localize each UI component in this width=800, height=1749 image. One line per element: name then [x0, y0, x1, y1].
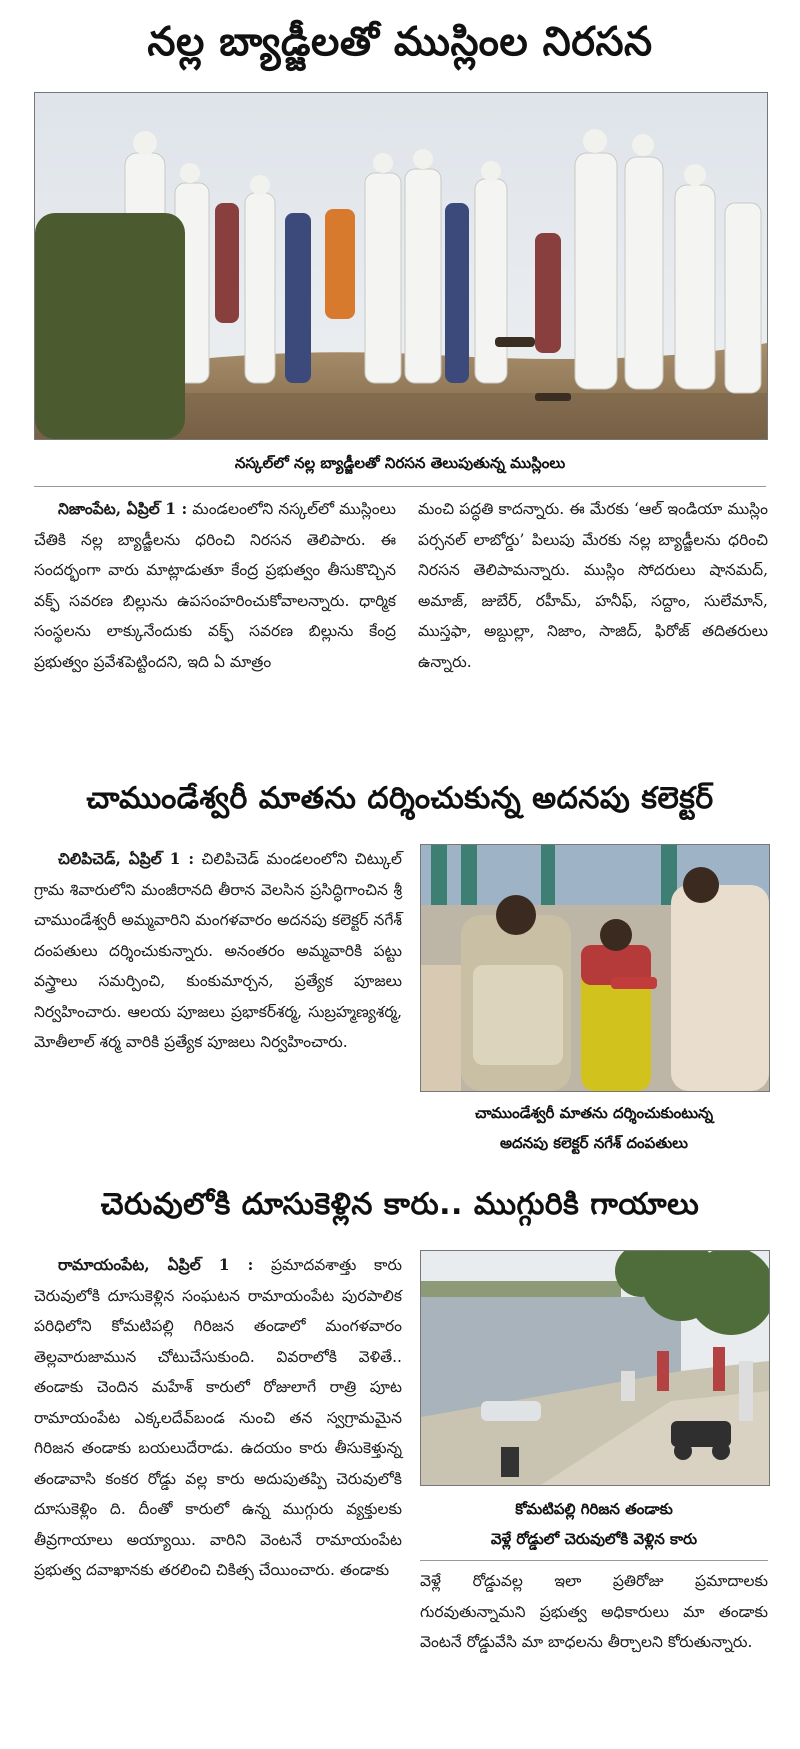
photo-caption-temple [420, 1098, 768, 1158]
divider [34, 486, 766, 487]
dateline: నిజాంపేట, ఏప్రిల్ 1 : [58, 499, 188, 518]
dateline: రామాయంపేట, ఏప్రిల్ 1 : [58, 1255, 254, 1274]
story1-column-2 [418, 494, 768, 677]
story2-column [34, 844, 402, 1058]
story3-column-2 [420, 1566, 768, 1658]
headline-car-accident: చెరువులోకి దూసుకెళ్లిన కారు.. ముగ్గురికి గాయాలు [100, 1187, 700, 1222]
dateline: చిలిపిచెడ్, ఏప్రిల్ 1 : [58, 849, 195, 868]
body-text: ప్రమాదవశాత్తు కారు చెరువులోకి దూసుకెళ్లిన సంఘటన రామాయంపేట పురపాలిక పరిధిలోని కోమటిపల్లి గిరిజన తండాలో మంగళవారం తెల్లవారుజామున చోటుచేసుకుంది. వివరాలోకి వెళితే.. తండాకు చెందిన మహేశ్ కారులో రోజులాగే రాత్రి పూట రామాయంపేట ఎక్కలదేవ్‌బండ నుంచి తన స్వగ్రామమైన గిరిజన తండాకు బయలుదేరాడు. ఉదయం కారు తీసుకెళ్తున్న తండావాసి కంకర రోడ్డు వల్ల కారు అదుపుతప్పి చెరువులోకి దూసుకెళ్లిం ది. దీంతో కారులో ఉన్న ముగ్గురు వ్యక్తులకు తీవ్రగాయాలు అయ్యాయి. వారిని వెంటనే రామాయంపేట ప్రభుత్వ దవాఖానకు తరలించి చికిత్స చేయించారు. తండాకు [34, 1256, 402, 1579]
headline-protest: నల్ల బ్యాడ్జీలతో ముస్లింల నిరసన [147, 19, 653, 65]
body-text: మంచి పద్ధతి కాదన్నారు. ఈ మేరకు ‘ఆల్ ఇండియా ముస్లిం పర్సనల్ లాబోర్డు’ పిలుపు మేరకు నల్ల బ్యాడ్జీలను ధరించి నిరసన తెలిపామన్నారు. ముస్లిం సోదరులు షానమద్, అమాజ్, జుబేర్, రహీమ్, హనీఫ్, సద్దాం, సులేమాన్, ముస్తఫా, అబ్దుల్లా, నిజాం, సాజిద్, ఫిరోజ్ తదితరులు ఉన్నారు. [418, 500, 768, 671]
headline-temple-visit: చాముండేశ్వరీ మాతను దర్శించుకున్న అదనపు కలెక్టర్ [86, 781, 714, 816]
photo-protest [34, 92, 768, 440]
caption-line: కోమటిపల్లి గిరిజన తండాకు [515, 1500, 673, 1518]
photo-caption-car [420, 1494, 768, 1554]
photo-temple [420, 844, 770, 1092]
caption-line: వెళ్లే రోడ్డులో చెరువులోకి వెళ్లిన కారు [490, 1530, 698, 1548]
divider [420, 1560, 768, 1561]
body-text: మండలంలోని నస్కల్‌లో ముస్లింలు చేతికి నల్ల బ్యాడ్జీలను ధరించి నిరసన తెలిపారు. ఈ సందర్భంగా వారు మాట్లాడుతూ కేంద్ర ప్రభుత్వం తీసుకొచ్చిన వక్ఫ్ సవరణ బిల్లును ఉపసంహరించుకోవాలన్నారు. ధార్మిక సంస్థలను లాక్కునేందుకు వక్ఫ్ సవరణ బిల్లును కేంద్ర ప్రభుత్వం ప్రవేశపెట్టిందని, ఇది ఏ మాత్రం [34, 500, 396, 671]
photo-car-lake [420, 1250, 770, 1486]
caption-line: అదనపు కలెక్టర్ నగేశ్ దంపతులు [499, 1134, 689, 1152]
body-text: చిలిపిచెడ్ మండలంలోని చిట్కుల్ గ్రామ శివారులోని మంజీరానది తీరాన వెలసిన ప్రసిద్ధిగాంచిన శ్రీ చాముండేశ్వరీ అమ్మవారిని మంగళవారం అదనపు కలెక్టర్ నగేశ్ దంపతులు దర్శించుకున్నారు. అనంతరం అమ్మవారికి పట్టు వస్త్రాలు సమర్పించి, కుంకుమార్చన, ప్రత్యేక పూజలు నిర్వహించారు. ఆలయ పూజలు ప్రభాకర్‌శర్మ, సుబ్రహ్మణ్యశర్మ, మోతీలాల్ శర్మ వారికి ప్రత్యేక పూజలు నిర్వహించారు. [34, 850, 402, 1051]
caption-line: చాముండేశ్వరీ మాతను దర్శించుకుంటున్న [474, 1104, 714, 1122]
photo-caption-protest: నస్కల్‌లో నల్ల బ్యాడ్జీలతో నిరసన తెలుపుతున్న ముస్లింలు [234, 454, 566, 472]
body-text: వెళ్లే రోడ్డువల్ల ఇలా ప్రతిరోజు ప్రమాదాలకు గురవుతున్నామని ప్రభుత్వ అధికారులు మా తండాకు వెంటనే రోడ్డువేసి మా బాధలను తీర్చాలని కోరుతున్నారు. [420, 1572, 768, 1651]
story3-column-1 [34, 1250, 402, 1586]
story1-column-1 [34, 494, 396, 677]
